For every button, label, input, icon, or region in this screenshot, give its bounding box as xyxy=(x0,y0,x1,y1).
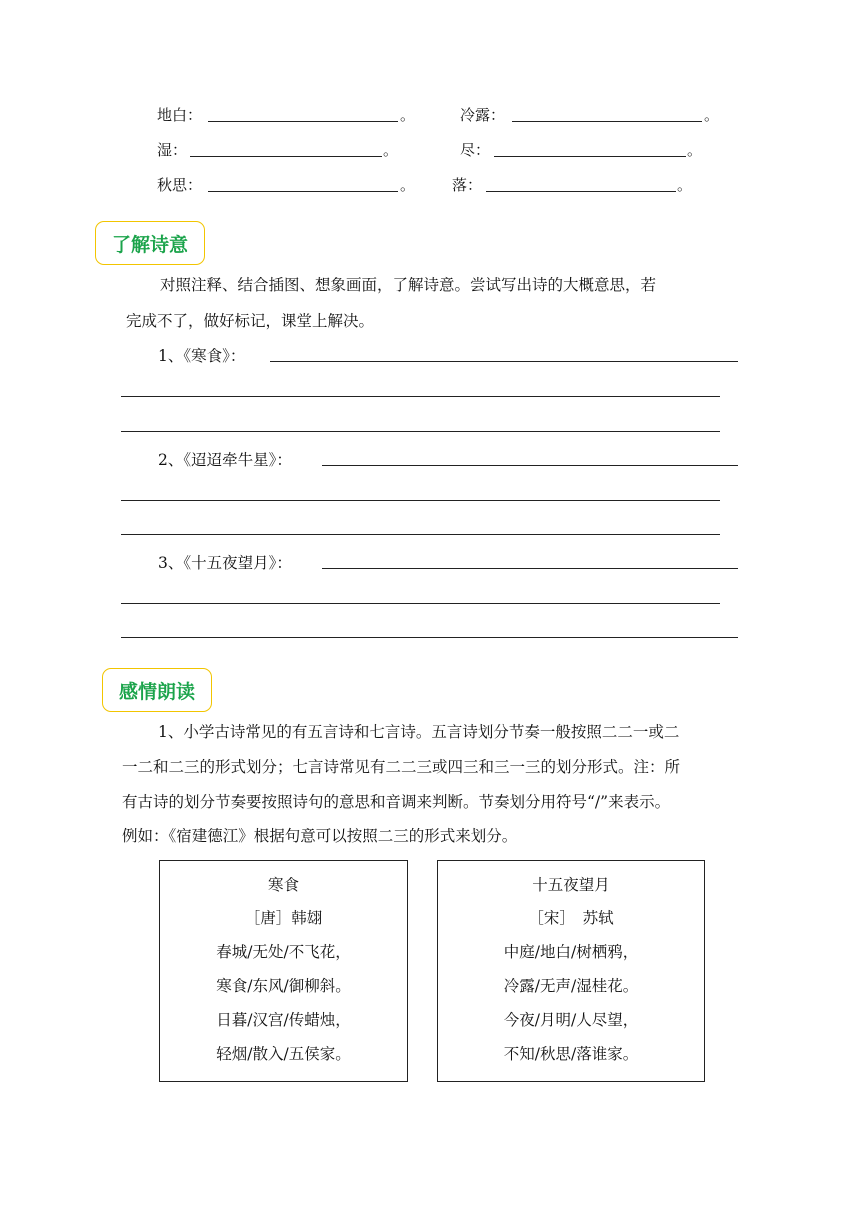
vocab-blank-qiusi[interactable] xyxy=(208,191,398,192)
poem-author: ［唐］韩翃 xyxy=(244,909,323,927)
section2-para-line2: 一二和二三的形式划分；七言诗常见有二二三或四三和三一三的划分形式。注：所 xyxy=(122,758,681,776)
vocab-blank-lenglu[interactable] xyxy=(512,121,702,122)
vocab-end: 。 xyxy=(400,176,416,194)
poem-line: 今夜/月明/人尽望， xyxy=(503,1011,639,1029)
section2-para-line3: 有古诗的划分节奏要按照诗句的意思和音调来判断。节奏划分用符号“/”来表示。 xyxy=(122,793,671,811)
poem-line: 中庭/地白/树栖鸦， xyxy=(503,943,639,961)
answer-line[interactable] xyxy=(322,465,738,466)
answer-line[interactable] xyxy=(270,361,738,362)
answer-line[interactable] xyxy=(121,534,720,535)
answer-line[interactable] xyxy=(121,500,720,501)
vocab-end: 。 xyxy=(400,106,416,124)
section2-para-line4: 例如：《宿建德江》根据句意可以按照二三的形式来划分。 xyxy=(122,827,518,845)
section2-para-line1: 1、小学古诗常见的有五言诗和七言诗。五言诗划分节奏一般按照二二一或二 xyxy=(158,723,680,741)
vocab-end: 。 xyxy=(677,176,693,194)
section1-intro-line2: 完成不了，做好标记，课堂上解决。 xyxy=(126,312,375,330)
poem-box-hanshi xyxy=(159,860,408,1082)
poem-line: 不知/秋思/落谁家。 xyxy=(503,1045,639,1063)
poem-author: ［宋］ 苏轼 xyxy=(528,909,614,927)
answer-line[interactable] xyxy=(121,637,738,638)
vocab-term-lenglu: 冷露： xyxy=(460,106,506,124)
poem-item-hanshi: 1、《寒食》： xyxy=(158,347,246,365)
poem-line: 寒食/东风/御柳斜。 xyxy=(216,977,351,995)
poem-title: 十五夜望月 xyxy=(532,876,610,894)
vocab-blank-jin[interactable] xyxy=(494,156,686,157)
answer-line[interactable] xyxy=(322,568,738,569)
vocab-term-didi: 地白： xyxy=(157,106,203,124)
vocab-term-jin: 尽： xyxy=(460,141,491,159)
poem-item-tiaotiao: 2、《迢迢牵牛星》： xyxy=(158,451,292,469)
answer-line[interactable] xyxy=(121,603,720,604)
vocab-end: 。 xyxy=(687,141,703,159)
section1-intro-line1: 对照注释、结合插图、想象画面，了解诗意。尝试写出诗的大概意思，若 xyxy=(160,276,657,294)
poem-box-shiwuye xyxy=(437,860,705,1082)
vocab-term-shi: 湿： xyxy=(157,141,188,159)
section-badge-understand: 了解诗意 xyxy=(95,221,205,265)
vocab-blank-luo[interactable] xyxy=(486,191,676,192)
vocab-blank-shi[interactable] xyxy=(190,156,382,157)
poem-line: 冷露/无声/湿桂花。 xyxy=(503,977,639,995)
answer-line[interactable] xyxy=(121,396,720,397)
vocab-end: 。 xyxy=(383,141,399,159)
poem-line: 日暮/汉宫/传蜡烛， xyxy=(216,1011,351,1029)
poem-item-shiwuye: 3、《十五夜望月》： xyxy=(158,554,292,572)
poem-line: 春城/无处/不飞花， xyxy=(216,943,351,961)
section-badge-reading: 感情朗读 xyxy=(102,668,212,712)
poem-title: 寒食 xyxy=(267,876,299,894)
vocab-end: 。 xyxy=(704,106,720,124)
answer-line[interactable] xyxy=(121,431,720,432)
vocab-term-luo: 落： xyxy=(452,176,483,194)
poem-line: 轻烟/散入/五侯家。 xyxy=(216,1045,351,1063)
vocab-term-qiusi: 秋思： xyxy=(157,176,203,194)
vocab-blank-didi[interactable] xyxy=(208,121,398,122)
